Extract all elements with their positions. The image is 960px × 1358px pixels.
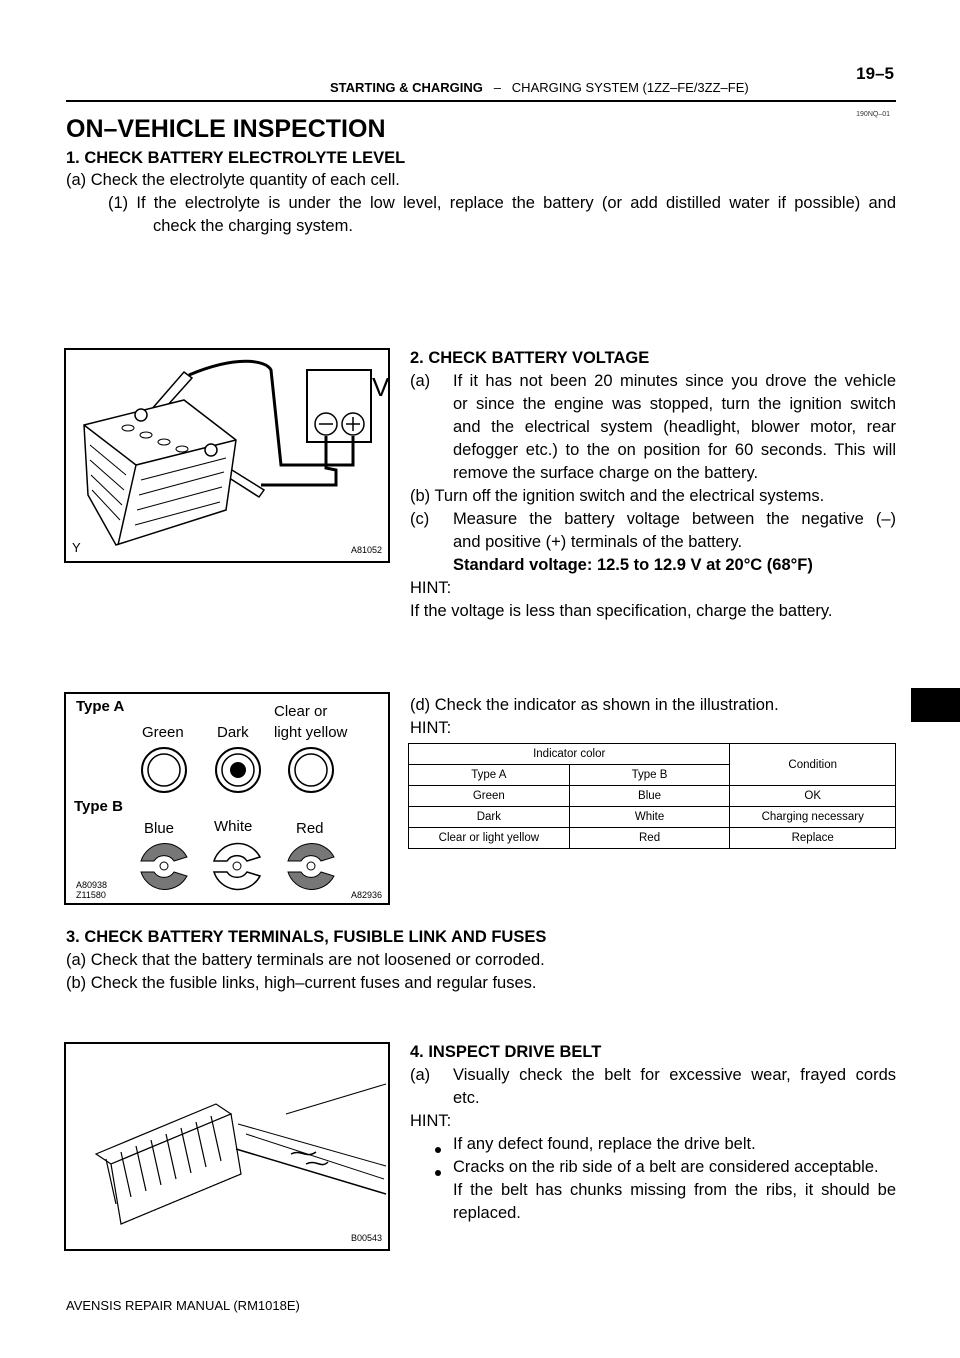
s2-step-a-line5: remove the surface charge on the battery. xyxy=(453,464,759,482)
table-cell: Green xyxy=(409,786,570,807)
page-title: ON–VEHICLE INSPECTION xyxy=(66,115,386,143)
figure-corner-mark: Y xyxy=(72,540,81,555)
header-dash: – xyxy=(493,80,501,95)
figure-code-2: Z11580 xyxy=(76,890,106,900)
header-condition: Condition xyxy=(730,744,896,786)
s3-step-a: (a) Check that the battery terminals are not loosened or corroded. xyxy=(66,951,545,969)
table-header-row xyxy=(409,744,896,765)
header-indicator-color: Indicator color xyxy=(409,744,730,765)
voltmeter-label: V xyxy=(372,372,390,402)
blue-label: Blue xyxy=(144,820,175,837)
s4-bullet2-line1: Cracks on the rib side of a belt are considered acceptable. xyxy=(453,1158,879,1176)
table-cell: OK xyxy=(730,786,896,807)
table-cell: Clear or light yellow xyxy=(409,828,570,849)
standard-voltage: Standard voltage: 12.5 to 12.9 V at 20°C (68°F) xyxy=(453,556,813,574)
figure-code-3: A82936 xyxy=(350,890,382,900)
type-b-label: Type B xyxy=(74,798,123,815)
red-label: Red xyxy=(296,820,324,837)
s1-step-a1-line1: (1) If the electrolyte is under the low level, replace the battery (or add distilled water if possible) and xyxy=(108,194,896,212)
s4-bullet2-line2: If the belt has chunks missing from the ribs, it should be xyxy=(453,1181,896,1199)
header-section: STARTING & CHARGING xyxy=(330,80,483,95)
figure-code: A81052 xyxy=(350,545,382,555)
bullet-icon xyxy=(435,1140,441,1158)
table-cell: Charging necessary xyxy=(730,807,896,828)
s4-step-a-line2: etc. xyxy=(453,1089,480,1107)
header-type-b: Type B xyxy=(569,765,730,786)
s2-step-a-line4: defogger etc.) to the on position for 60 seconds. This will xyxy=(453,441,896,459)
header-rule xyxy=(66,100,896,102)
s4-bullet1: If any defect found, replace the drive belt. xyxy=(453,1135,756,1153)
table-row xyxy=(409,828,896,849)
page-number: 19–5 xyxy=(856,64,894,83)
header-type-a: Type A xyxy=(409,765,570,786)
s4-bullet2-line3: replaced. xyxy=(453,1204,521,1222)
s1-heading: 1. CHECK BATTERY ELECTROLYTE LEVEL xyxy=(66,149,406,167)
s2-step-c-line1: Measure the battery voltage between the negative (–) xyxy=(453,510,896,528)
battery-voltmeter-figure xyxy=(64,348,390,563)
figure-code-1: A80938 xyxy=(76,880,108,890)
s2-step-a-label: (a) xyxy=(410,372,431,390)
figure-code: B00543 xyxy=(350,1233,382,1243)
s3-step-b: (b) Check the fusible links, high–current fuses and regular fuses. xyxy=(66,974,537,992)
indicator-table xyxy=(408,743,896,849)
battery-voltmeter-illustration xyxy=(66,350,388,561)
dark-label: Dark xyxy=(217,724,249,741)
doc-code: 190NQ–01 xyxy=(856,111,890,118)
clear-label-line2: light yellow xyxy=(274,724,348,741)
s4-heading: 4. INSPECT DRIVE BELT xyxy=(410,1043,602,1061)
table-row xyxy=(409,786,896,807)
s2-hint2-label: HINT: xyxy=(410,719,452,737)
header-subsection: CHARGING SYSTEM (1ZZ–FE/3ZZ–FE) xyxy=(511,80,749,95)
drive-belt-figure xyxy=(64,1042,390,1251)
s1-step-a1-line2: check the charging system. xyxy=(153,217,353,235)
s2-hint-text: If the voltage is less than specification, charge the battery. xyxy=(410,602,833,620)
s2-step-c-line2: and positive (+) terminals of the battery. xyxy=(453,533,743,551)
s3-heading: 3. CHECK BATTERY TERMINALS, FUSIBLE LINK AND FUSES xyxy=(66,928,547,946)
bullet-icon xyxy=(435,1163,441,1181)
s2-step-a-line3: and the electrical system (headlight, blower motor, rear xyxy=(453,418,896,436)
table-cell: Replace xyxy=(730,828,896,849)
table-cell: Red xyxy=(569,828,730,849)
s1-step-a: (a) Check the electrolyte quantity of each cell. xyxy=(66,171,400,189)
footer: AVENSIS REPAIR MANUAL (RM1018E) xyxy=(66,1298,300,1313)
section-tab-marker xyxy=(911,688,960,722)
s2-step-d: (d) Check the indicator as shown in the illustration. xyxy=(410,696,779,714)
s2-step-b: (b) Turn off the ignition switch and the electrical systems. xyxy=(410,487,825,505)
clear-label-line1: Clear or xyxy=(274,703,328,720)
white-label: White xyxy=(214,818,253,835)
s2-step-a-line1: If it has not been 20 minutes since you drove the vehicle xyxy=(453,372,896,390)
table-cell: White xyxy=(569,807,730,828)
table-row xyxy=(409,807,896,828)
indicator-figure xyxy=(64,692,390,905)
s4-step-a-label: (a) xyxy=(410,1066,431,1084)
s4-step-a-line1: Visually check the belt for excessive wear, frayed cords xyxy=(453,1066,896,1084)
type-a-label: Type A xyxy=(76,698,125,715)
table-cell: Blue xyxy=(569,786,730,807)
s2-hint-label: HINT: xyxy=(410,579,452,597)
s2-step-c-label: (c) xyxy=(410,510,430,528)
drive-belt-illustration xyxy=(66,1044,388,1249)
s2-heading: 2. CHECK BATTERY VOLTAGE xyxy=(410,349,650,367)
green-label: Green xyxy=(142,724,184,741)
s4-hint-label: HINT: xyxy=(410,1112,452,1130)
table-cell: Dark xyxy=(409,807,570,828)
s2-step-a-line2: or since the engine was stopped, turn the ignition switch xyxy=(453,395,896,413)
running-header xyxy=(330,80,749,95)
